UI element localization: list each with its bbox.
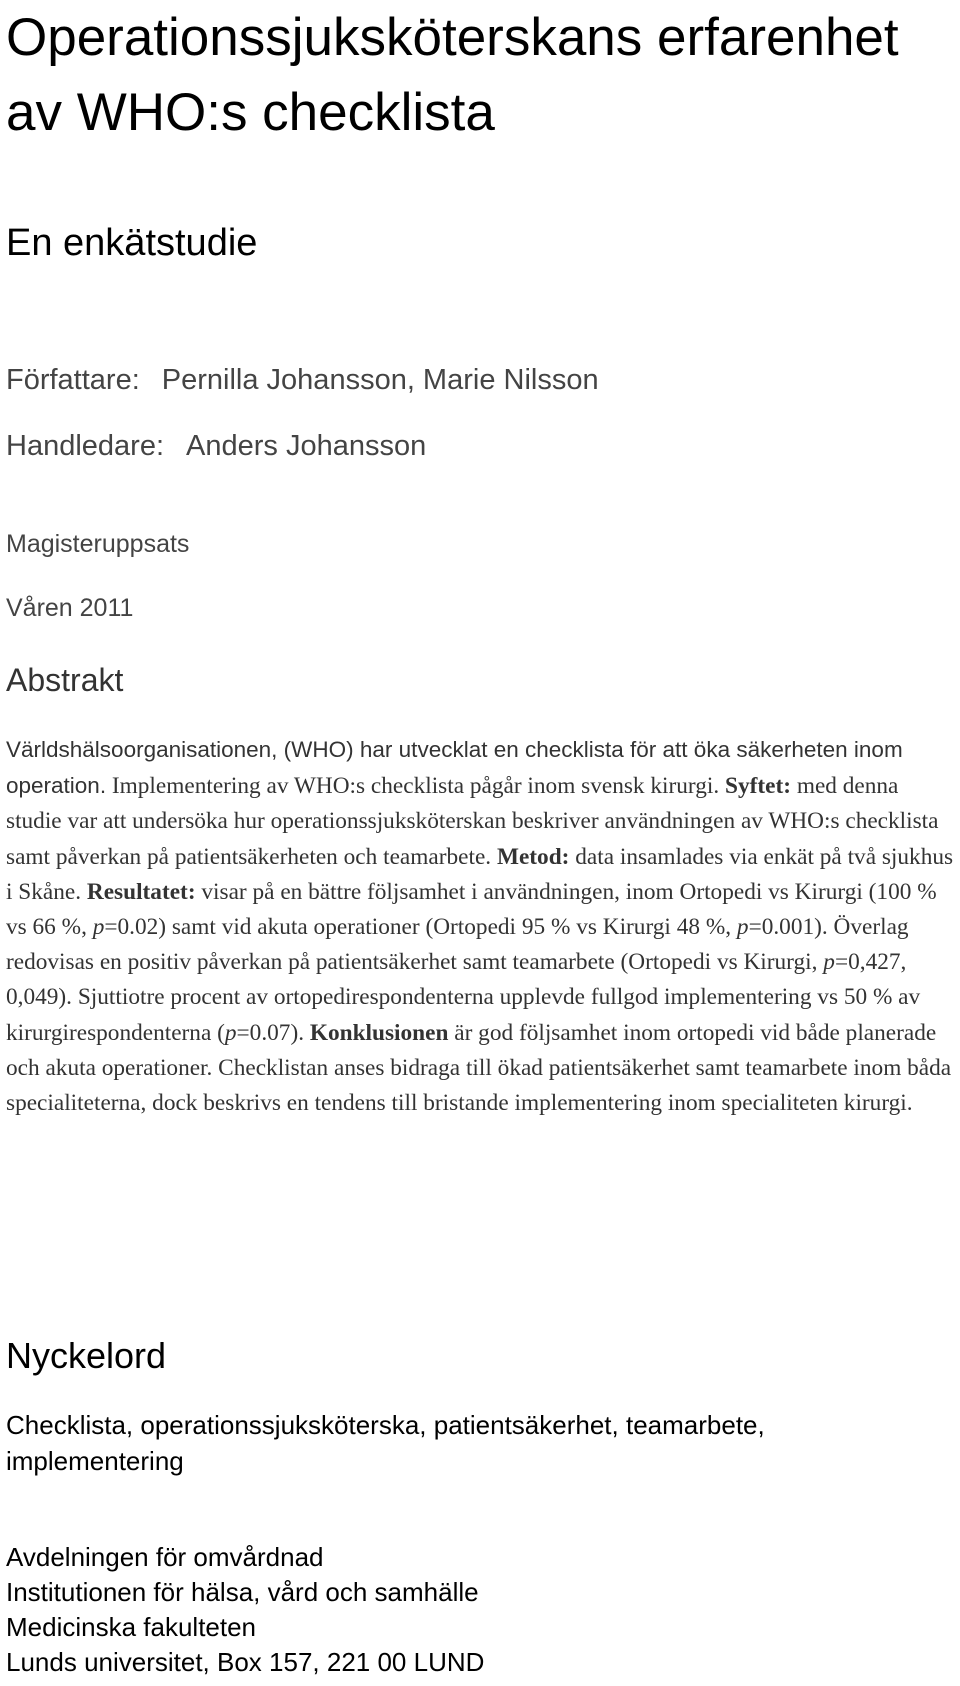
aim-label: Syftet: (725, 773, 792, 800)
p-value-symbol: p (92, 914, 105, 941)
method-text: data insamlades via enkät på två sjukhus i Skåne. (6, 843, 954, 905)
address-line-institution: Institutionen för hälsa, vård och samhälle (6, 1577, 479, 1607)
abstract-sentence: Implementering av WHO:s checklista pågår inom svensk kirurgi. (106, 773, 726, 800)
supervisor-line (6, 428, 426, 464)
results-text: visar på en bättre följsamhet i användningen, inom Ortopedi vs Kirurgi (100 % vs 66 %, (6, 878, 937, 941)
p-value-symbol: p (823, 949, 835, 976)
conclusion-text: är god följsamhet inom ortopedi vid både planerade och akuta operationer. Checklistan anses bidraga till ökad patientsäkerhet samt teamarbete inom båda specialiteterna, dock beskrivs en tendens till bristande implementering inom specialiteten kirurgi. (6, 1019, 952, 1117)
aim-text: med denna studie var att undersöka hur operationssjuksköterskan beskriver användningen av WHO:s checklista samt påverkan på patientsäkerheten och teamarbete. (6, 773, 939, 870)
institution-address (6, 1540, 484, 1680)
keywords-text: Checklista, operationssjuksköterska, patientsäkerhet, teamarbete, implementering (6, 1410, 765, 1476)
address-line-faculty: Medicinska fakulteten (6, 1612, 257, 1642)
document-title: Operationssjuksköterskans erfarenhet av WHO:s checklista (6, 8, 899, 142)
p-value-symbol: p (224, 1019, 237, 1046)
thesis-type: Magisteruppsats (6, 530, 190, 558)
abstract-text (6, 773, 953, 1116)
results-text: =0,427, 0,049). Sjuttiotre procent av ortopedirespondenterna upplevde fullgod implementering vs 50 % av kirurgirespondenterna ( (6, 949, 921, 1046)
abstract-lead: Världshälsoorganisationen, (WHO) har utvecklat en checklista för att öka säkerheten inom operation. (6, 737, 903, 799)
address-line-department: Avdelningen för omvårdnad (6, 1542, 324, 1572)
results-label: Resultatet: (86, 878, 196, 905)
p-value-symbol: p (736, 914, 749, 941)
address-line-university: Lunds universitet, Box 157, 221 00 LUND (6, 1647, 485, 1677)
supervisor-name: Anders Johansson (186, 430, 427, 462)
term: Våren 2011 (6, 594, 134, 622)
abstract-body (6, 732, 954, 1121)
abstract-heading: Abstrakt (6, 662, 124, 698)
method-label: Metod: (496, 843, 570, 870)
results-text: =0.02) samt vid akuta operationer (Ortopedi 95 % vs Kirurgi 48 %, (104, 914, 737, 941)
supervisor-label: Handledare: (6, 430, 164, 462)
results-text: =0.001). Överlag redovisas en positiv påverkan på patientsäkerhet samt teamarbete (Ortopedi vs Kirurgi, (6, 914, 909, 976)
authors-line (6, 362, 599, 398)
document-subtitle: En enkätstudie (6, 222, 258, 264)
conclusion-label: Konklusionen (309, 1019, 449, 1046)
results-text: =0.07). (236, 1019, 310, 1046)
authors-names: Pernilla Johansson, Marie Nilsson (161, 364, 599, 396)
keywords-heading: Nyckelord (6, 1335, 167, 1376)
authors-label: Författare: (6, 364, 140, 396)
